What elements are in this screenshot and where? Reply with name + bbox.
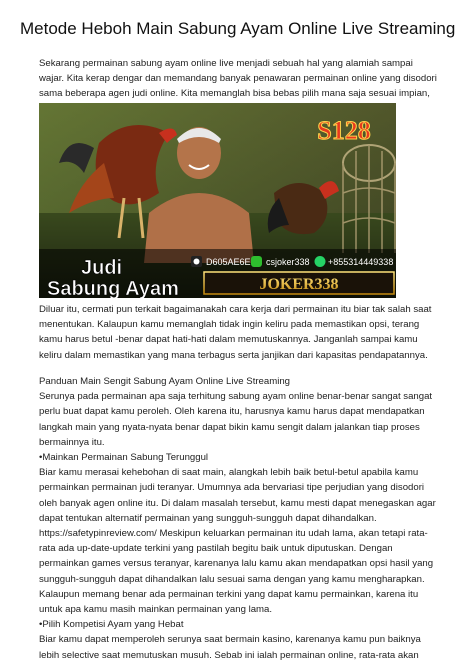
- bbm-pin-text: D605AE6E: [206, 257, 251, 267]
- paragraph-after-image: Diluar itu, cermati pun terkait bagaimanakah cara kerja dari permainan itu biar tak salah saat menentukan. Kalaupun kamu memanglah tidak ingin keliru pada memastikan opsi, terang kamu harus betul -benar dapat hati-hati dalam memutuskannya. Janganlah sampai kamu keliru dalam memastikan yang mana terbagus serta janjikan dari kapasitas pendapatannya.: [39, 304, 432, 361]
- line-icon: [251, 256, 262, 267]
- whatsapp-icon: [315, 256, 326, 267]
- whatsapp-number-text: +855314449338: [328, 257, 394, 267]
- section-heading-panduan: Panduan Main Sengit Sabung Ayam Online Live Streaming: [39, 376, 291, 387]
- banner-headline-judi: Judi: [81, 257, 123, 279]
- svg-text:S128: S128: [317, 116, 371, 145]
- paragraph-mainkan: Biar kamu merasai kehebohan di saat main, alangkah lebih baik betul-betul apabila kamu permainkan permainan judi teranyar. Umumnya ada bervariasi tipe perjudian yang disodori oleh banyak agen online itu. Di dalam masalah tersebut, kamu mesti dapat menegaskan agar dapat tentukan alternatif permainan yang sungguh-sungguh dapat dihandalkan. https://safetypinreview.com/ Meskipun keluarkan permainan itu udah lama, akan tetapi rata-rata ada up-date-update terkini yang pastilah begitu baik untuk diputuskan. Dengan permainkan games versus teranyar, karenanya lalu kamu akan mendapatkan opsi hasil yang sungguh-sungguh dapat dihandalkan lalu sesuai sama dengan yang kamu mengharapkan. Kalaupun memang benar ada permainan terkini yang dapat kamu permainkan, karena itu untuk apa kamu masih mainkan permainan yang lama.: [39, 467, 436, 616]
- joker338-logo: JOKER338: [259, 276, 339, 293]
- paragraph-serunya: Serunya pada permainan apa saja terhitung sabung ayam online benar-benar sangat sangat perlu buat dapat kamu peroleh. Oleh karena itu, harusnya kamu harus dapat mendapatkan langkah main yang nyata-nyata benar dapat bikin kamu sengit dalam jalankan tiap proses bermainnya itu.: [39, 391, 433, 448]
- page-title: Metode Heboh Main Sabung Ayam Online Live Streaming: [20, 19, 456, 38]
- s128-logo: [317, 116, 370, 145]
- line-id-text: csjoker338: [266, 257, 310, 267]
- bullet-heading-pilih: •Pilih Kompetisi Ayam yang Hebat: [39, 619, 184, 631]
- banner-headline-sabung-ayam: Sabung Ayam: [47, 278, 179, 298]
- article-body: [39, 374, 439, 663]
- bbm-icon: [191, 256, 202, 267]
- paragraph-pilih: Biar kamu dapat memperoleh serunya saat bermain kasino, karenanya kamu pun baiknya lebih selective saat memutuskan musuh. Sebab ini ialah permainan online, rata-rata akan: [39, 634, 421, 661]
- bullet-heading-mainkan: •Mainkan Permainan Sabung Terunggul: [39, 452, 209, 464]
- intro-paragraph: Sekarang permainan sabung ayam online live menjadi sebuah hal yang alamiah sampai wajar. Kita kerap dengar dan memandang banyak penawaran permainan online yang disodori sama beberapa agen judi online. Kita memanglah bisa bebas pilih mana saja sesuai impian,: [39, 58, 437, 100]
- promo-banner-image: [39, 103, 396, 298]
